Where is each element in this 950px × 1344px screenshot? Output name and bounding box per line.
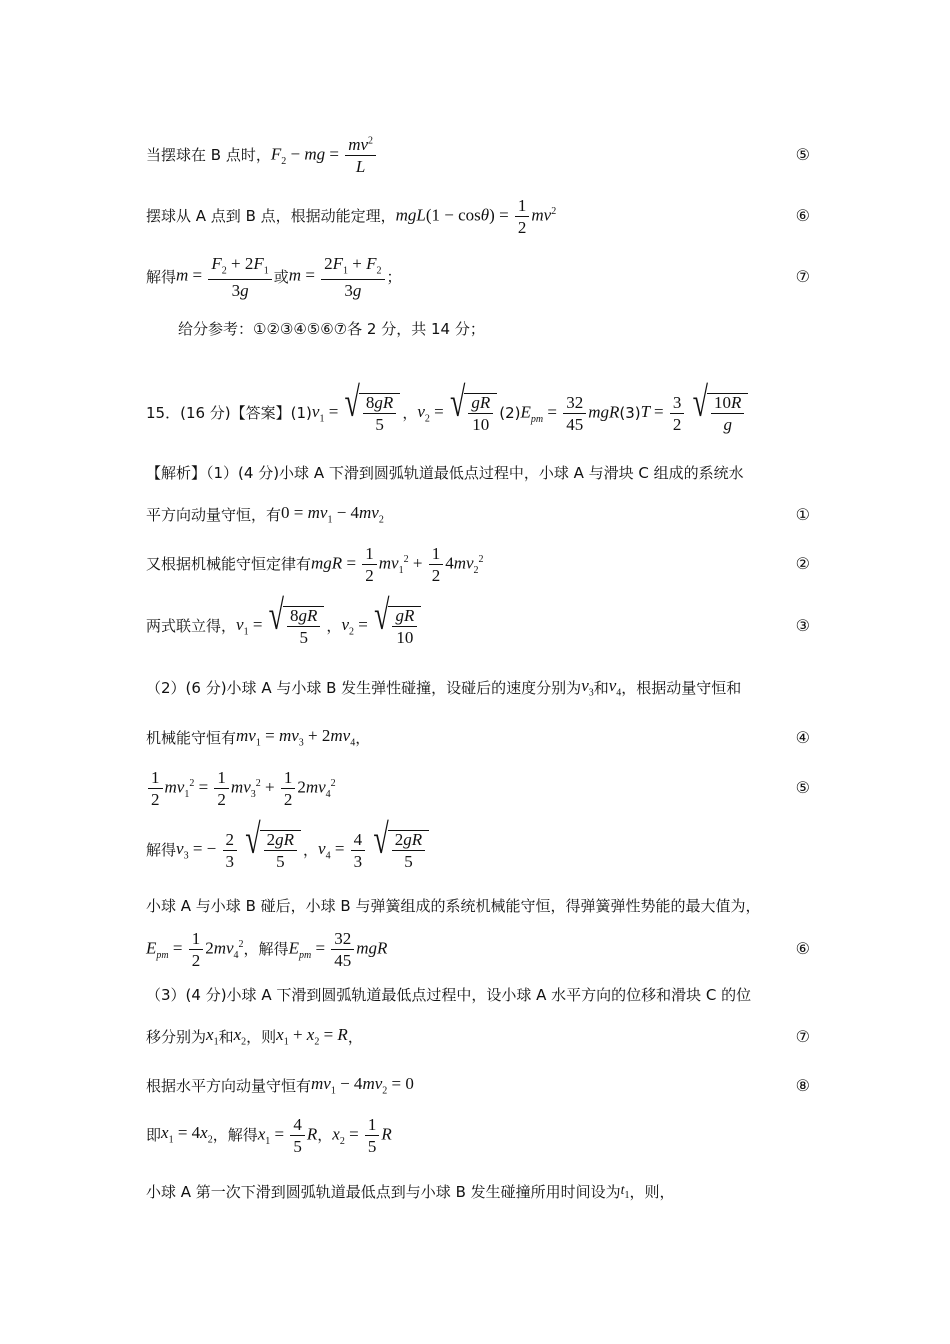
result-line-2 bbox=[146, 1114, 810, 1156]
analysis-line bbox=[146, 462, 810, 484]
formula: $v_1$ = √ $\frac{8gR}{5}$ bbox=[236, 606, 326, 646]
formula: $x_1$ bbox=[206, 1025, 219, 1048]
line-text: （2）(6 分)小球 A 与小球 B 发生弹性碰撞，设碰后的速度分别为 bbox=[146, 678, 582, 697]
formula: $v_4$ bbox=[608, 676, 622, 699]
line-text: 小球 A 与小球 B 碰后，小球 B 与弹簧组成的系统机械能守恒，得弹簧弹性势能的最大值为， bbox=[146, 896, 761, 915]
formula: $v_2$ = √ $\frac{gR}{10}$ bbox=[417, 393, 499, 433]
formula: $v_2$ = √ $\frac{gR}{10}$ bbox=[341, 606, 423, 646]
line-text: ， bbox=[355, 728, 371, 747]
formula: m = $\frac{F_2 + 2F_1}{3g}$ bbox=[176, 255, 274, 298]
line-text: ，则， bbox=[629, 1182, 675, 1201]
line-text: ，解得 bbox=[212, 1125, 258, 1144]
eq-number: ⑥ bbox=[795, 206, 810, 225]
eq-line-7a bbox=[146, 255, 810, 299]
formula: $v_3$ bbox=[581, 676, 594, 699]
line-text: ， bbox=[326, 616, 342, 635]
line-text: ，解得 bbox=[243, 939, 289, 958]
formula: $mv_1 = mv_3 + 2mv_4$ bbox=[236, 726, 356, 749]
eq-line-4 bbox=[146, 726, 810, 750]
line-text: 又根据机械能守恒定律有 bbox=[146, 554, 312, 573]
line-text: ，则 bbox=[246, 1027, 277, 1046]
formula: $x_1$ = $\frac{4}{5}$ R bbox=[257, 1114, 318, 1156]
analysis-line-2 bbox=[146, 676, 810, 700]
line-text: (2) bbox=[499, 403, 521, 422]
line-text: ， bbox=[317, 1125, 333, 1144]
line-text: 【解析】（1）(4 分)小球 A 下滑到圆弧轨道最低点过程中，小球 A 与滑块 C 组成的系统水 bbox=[146, 463, 744, 482]
formula: $\frac{1}{2}$ $mv_1^2$ = $\frac{1}{2}$ $mv_3^2$ + $\frac{1}{2}$ $2mv_4^2$ bbox=[146, 769, 336, 808]
line-text: 小球 A 第一次下滑到圆弧轨道最低点到与小球 B 发生碰撞所用时间设为 bbox=[146, 1182, 621, 1201]
eq-line-1 bbox=[146, 503, 810, 527]
eq-number: ⑤ bbox=[795, 778, 810, 797]
analysis-line-5 bbox=[146, 1180, 810, 1204]
line-text: 和 bbox=[218, 1027, 234, 1046]
formula: $E_{pm}$ = $\frac{32}{45}$ mgR bbox=[520, 392, 620, 434]
formula: mgL(1 − cosθ) = $\frac{1}{2}$ $mv^2$ bbox=[395, 195, 557, 237]
formula: mgR = $\frac{1}{2}$ $mv_1^2$ + $\frac{1}{2}$ $4mv_2^2$ bbox=[311, 543, 484, 585]
formula: $x_2$ = $\frac{1}{5}$ R bbox=[332, 1114, 392, 1156]
eq-line-5 bbox=[146, 767, 810, 809]
eq-line-5a bbox=[146, 135, 810, 175]
eq-number: ⑦ bbox=[795, 1027, 810, 1046]
line-text: (3) bbox=[619, 403, 641, 422]
line-text: 当摆球在 B 点时， bbox=[146, 145, 271, 164]
eq-number: ⑧ bbox=[795, 1076, 810, 1095]
formula: $v_4$ = $\frac{4}{3}$ √ $\frac{2gR}{5}$ bbox=[318, 830, 431, 870]
eq-line-6 bbox=[146, 928, 810, 970]
formula: $x_1 + x_2 = R$ bbox=[276, 1025, 348, 1048]
line-text: 机械能守恒有 bbox=[146, 728, 237, 747]
scoring-note bbox=[178, 318, 810, 340]
analysis-line-3 bbox=[146, 895, 810, 917]
eq-number: ⑦ bbox=[795, 267, 810, 286]
eq-number: ⑥ bbox=[795, 939, 810, 958]
line-text: 解得 bbox=[146, 267, 177, 286]
eq-line-6a bbox=[146, 196, 810, 236]
line-text: 根据水平方向动量守恒有 bbox=[146, 1076, 312, 1095]
formula: $E_{pm}$ = $\frac{1}{2}$ $2mv_4^2$ bbox=[146, 928, 244, 970]
line-text: ； bbox=[386, 267, 402, 286]
formula: $t_1$ bbox=[620, 1182, 630, 1201]
eq-number: ③ bbox=[795, 616, 810, 635]
eq-number: ④ bbox=[795, 728, 810, 747]
formula: m = $\frac{2F_1 + F_2}{3g}$ bbox=[289, 255, 387, 298]
line-text: 平方向动量守恒，有 bbox=[146, 505, 282, 524]
line-text: 15．(16 分)【答案】(1) bbox=[146, 403, 312, 422]
result-line bbox=[146, 817, 810, 875]
formula: $0 = mv_1 - 4mv_2$ bbox=[281, 503, 384, 526]
formula: $mv_1 - 4mv_2 = 0$ bbox=[311, 1074, 414, 1097]
line-text: ， bbox=[347, 1027, 363, 1046]
formula: $F_2$ − mg = $\frac{mv^2}{L}$ bbox=[271, 136, 378, 175]
formula: $E_{pm}$ = $\frac{32}{45}$ mgR bbox=[288, 928, 388, 970]
line-text: 即 bbox=[146, 1125, 162, 1144]
line-text: 和 bbox=[593, 678, 609, 697]
formula: $v_3$ = − $\frac{2}{3}$ √ $\frac{2gR}{5}$ bbox=[176, 830, 303, 870]
line-text: 或 bbox=[273, 267, 289, 286]
line-text: ， bbox=[303, 840, 319, 859]
eq-line-2 bbox=[146, 543, 810, 585]
formula: $x_2$ bbox=[233, 1025, 247, 1048]
line-text: 两式联立得， bbox=[146, 616, 237, 635]
answer-line bbox=[146, 380, 810, 438]
eq-line-3 bbox=[146, 593, 810, 651]
line-text: ， bbox=[402, 403, 418, 422]
eq-number: ② bbox=[795, 554, 810, 573]
eq-number: ⑤ bbox=[795, 145, 810, 164]
line-text: （3）(4 分)小球 A 下滑到圆弧轨道最低点过程中，设小球 A 水平方向的位移和滑块 C 的位 bbox=[146, 985, 752, 1004]
formula: T = $\frac{3}{2}$ √ $\frac{10R}{g}$ bbox=[641, 393, 751, 433]
line-text: 给分参考：①②③④⑤⑥⑦各 2 分，共 14 分； bbox=[178, 319, 485, 338]
line-text: ，根据动量守恒和 bbox=[621, 678, 742, 697]
line-text: 移分别为 bbox=[146, 1027, 207, 1046]
analysis-line-4 bbox=[146, 984, 810, 1006]
line-text: 摆球从 A 点到 B 点，根据动能定理， bbox=[146, 206, 396, 225]
formula: $x_1 = 4x_2$ bbox=[161, 1123, 213, 1146]
eq-number: ① bbox=[795, 505, 810, 524]
eq-line-8 bbox=[146, 1074, 810, 1098]
formula: $v_1$ = √ $\frac{8gR}{5}$ bbox=[312, 393, 402, 433]
line-text: 解得 bbox=[146, 840, 177, 859]
eq-line-7 bbox=[146, 1025, 810, 1049]
